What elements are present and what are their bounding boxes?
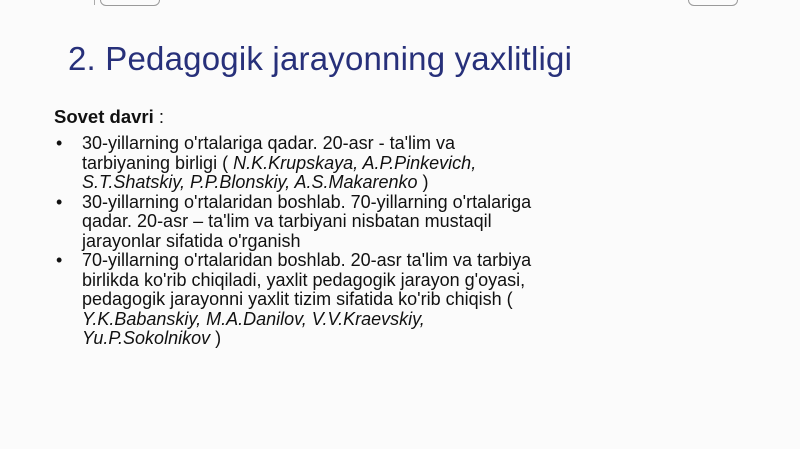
- edge-fragment-right: [688, 0, 738, 6]
- bullet-1-line-3: [82, 173, 754, 193]
- edge-fragment-left: [100, 0, 160, 6]
- bullet-icon: •: [56, 191, 63, 212]
- section-heading: [54, 106, 164, 128]
- bullet-icon: •: [56, 250, 63, 270]
- bullet-1-authors-a: N.K.Krupskaya, A.P.Pinkevich,: [233, 152, 477, 173]
- section-heading-colon: :: [153, 106, 165, 127]
- top-window-edge: [0, 0, 800, 6]
- bullet-3-close-paren: ): [210, 328, 222, 348]
- section-heading-label: Sovet davri: [54, 106, 154, 127]
- list-item: [54, 134, 754, 193]
- bullet-3-line-2: birlikda ko'rib chiqiladi, yaxlit pedagogik jarayon g'oyasi,: [82, 269, 526, 290]
- bullet-1-line-2-text: tarbiyaning birligi (: [82, 152, 234, 173]
- bullet-1-line-2: [82, 154, 754, 174]
- bullet-3-authors-b: Yu.P.Sokolnikov: [82, 328, 211, 348]
- bullet-1-close-paren: ): [417, 172, 429, 192]
- bullet-1-authors-b: S.T.Shatskiy, P.P.Blonskiy, A.S.Makarenko: [82, 172, 418, 192]
- bullet-3-authors-a: Y.K.Babanskiy, M.A.Danilov, V.V.Kraevskiy,: [82, 308, 425, 329]
- list-item: [54, 251, 754, 349]
- bullet-list: [54, 134, 754, 349]
- bullet-2-line-2: qadar. 20-asr – ta'lim va tarbiyani nisbatan mustaqil: [82, 211, 492, 231]
- bullet-icon: •: [56, 133, 63, 153]
- bullet-3-line-1: 70-yillarning o'rtalaridan boshlab. 20-asr ta'lim va tarbiya: [82, 250, 532, 270]
- bullet-2-line-3: jarayonlar sifatida o'rganish: [82, 230, 301, 251]
- list-item: [54, 193, 754, 252]
- bullet-3-line-3: pedagogik jarayonni yaxlit tizim sifatida ko'rib chiqish (: [82, 289, 513, 309]
- bullet-1-line-1: 30-yillarning o'rtalariga qadar. 20-asr - ta'lim va: [82, 133, 456, 153]
- bullet-2-line-1: 30-yillarning o'rtalaridan boshlab. 70-yillarning o'rtalariga: [82, 191, 532, 212]
- page-title: 2. Pedagogik jarayonning yaxlitligi: [68, 40, 573, 77]
- edge-tick: [94, 0, 95, 5]
- bullet-3-line-5: [82, 329, 754, 349]
